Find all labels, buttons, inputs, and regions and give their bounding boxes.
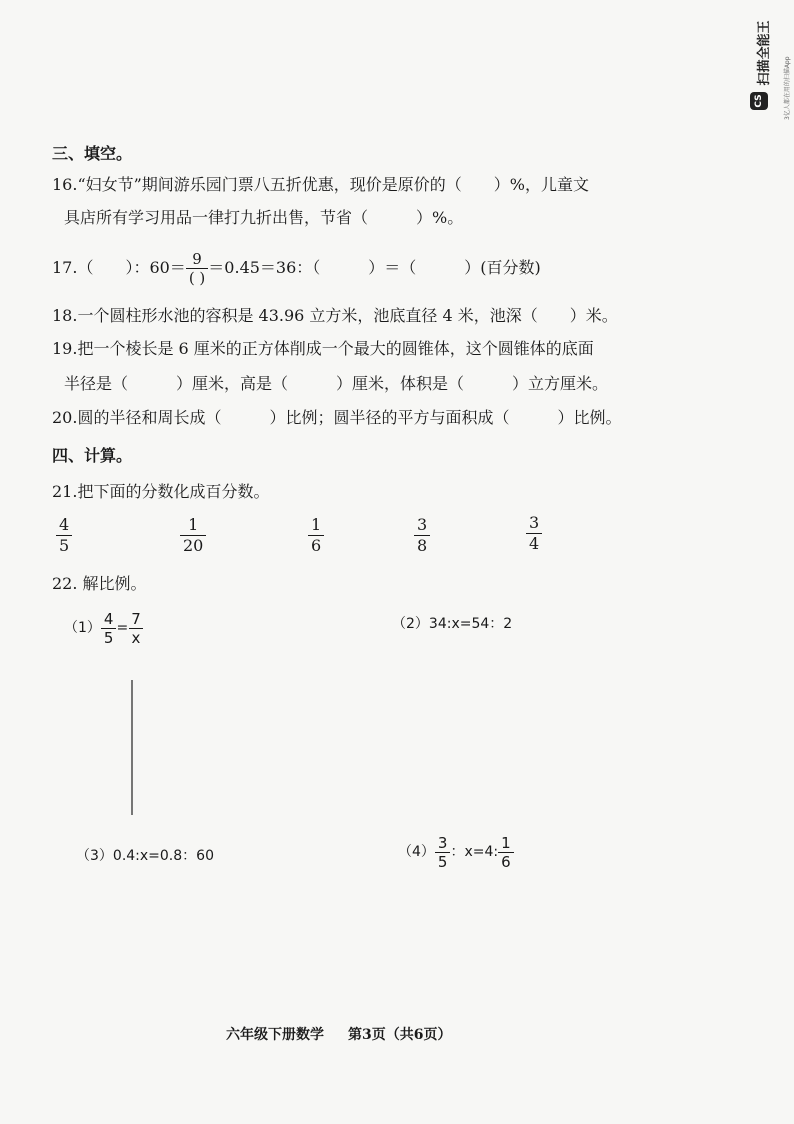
fraction-denominator: 6 xyxy=(308,535,324,556)
question-19-line-1: 19.把一个棱长是 6 厘米的正方体削成一个最大的圆锥体，这个圆锥体的底面 xyxy=(52,339,594,358)
fraction-numerator: 3 xyxy=(529,513,540,532)
fraction-numerator: 7 xyxy=(131,609,141,628)
question-21: 21.把下面的分数化成百分数。 xyxy=(52,482,270,501)
footer-page-number: 第3页（共6页） xyxy=(348,1027,452,1043)
fraction-numerator: 3 xyxy=(417,515,428,534)
scan-artifact-line xyxy=(131,680,133,815)
q21-fraction-2 xyxy=(180,515,206,556)
problem-fraction-right xyxy=(498,834,514,871)
fraction-denominator: 5 xyxy=(101,628,117,647)
q22-problem-2: （2）34:x=54：2 xyxy=(392,616,513,632)
footer-subject: 六年级下册数学 xyxy=(226,1027,324,1043)
q22-problem-4 xyxy=(398,832,514,872)
q21-fraction-1 xyxy=(56,515,72,556)
fraction-denominator: 20 xyxy=(180,535,206,556)
scanner-badge-subtitle: 3亿人都在用的扫描App xyxy=(784,56,791,120)
question-17-prefix: 17.（ ）：60＝ xyxy=(52,258,186,277)
fraction-denominator: 5 xyxy=(56,535,72,556)
section-4-title: 四、计算。 xyxy=(52,446,133,465)
question-17-fraction xyxy=(186,250,208,287)
problem-fraction-left xyxy=(101,610,117,647)
cs-logo-icon: CS xyxy=(750,92,768,110)
question-17 xyxy=(52,248,541,288)
problem-fraction-left xyxy=(435,834,451,871)
q22-problem-1 xyxy=(64,608,144,648)
ratio-middle: ：x=4: xyxy=(450,844,499,860)
fraction-numerator: 4 xyxy=(103,609,114,628)
fraction-denominator: 6 xyxy=(498,852,514,871)
equals-sign: = xyxy=(116,620,129,636)
scanner-badge-title: 扫描全能王 xyxy=(757,20,772,86)
q21-fraction-4 xyxy=(414,515,430,556)
section-3-title: 三、填空。 xyxy=(52,144,133,163)
question-20: 20.圆的半径和周长成（ ）比例；圆半径的平方与面积成（ ）比例。 xyxy=(52,408,622,427)
fraction-numerator: 3 xyxy=(437,833,448,852)
question-16-line-1: 16.“妇女节”期间游乐园门票八五折优惠，现价是原价的（ ）%，儿童文 xyxy=(52,175,590,194)
fraction-denominator: x xyxy=(129,628,144,647)
q22-problem-3: （3）0.4:x=0.8：60 xyxy=(76,848,214,864)
fraction-denominator: 5 xyxy=(435,852,451,871)
fraction-numerator: 9 xyxy=(192,250,202,268)
problem-label: （1） xyxy=(64,620,101,636)
question-19-line-2: 半径是（ ）厘米，高是（ ）厘米，体积是（ ）立方厘米。 xyxy=(64,374,609,393)
q21-fraction-3 xyxy=(308,515,324,556)
scanner-badge xyxy=(746,10,790,122)
problem-label: （4） xyxy=(398,844,435,860)
fraction-denominator: 8 xyxy=(414,535,430,556)
fraction-denominator: 4 xyxy=(526,533,542,554)
page-footer xyxy=(226,1024,475,1044)
question-17-suffix: ＝0.45＝36：（ ）＝（ ）(百分数) xyxy=(208,258,541,277)
fraction-numerator: 4 xyxy=(59,515,70,534)
question-22: 22. 解比例。 xyxy=(52,574,147,593)
fraction-denominator: ( ) xyxy=(186,268,208,287)
fraction-numerator: 1 xyxy=(501,833,511,852)
q21-fraction-5 xyxy=(526,513,542,554)
problem-fraction-right xyxy=(128,610,144,647)
fraction-numerator: 1 xyxy=(311,515,322,534)
question-18: 18.一个圆柱形水池的容积是 43.96 立方米，池底直径 4 米，池深（ ）米。 xyxy=(52,306,618,325)
fraction-numerator: 1 xyxy=(188,515,199,534)
question-16-line-2: 具店所有学习用品一律打九折出售，节省（ ）%。 xyxy=(64,208,464,227)
